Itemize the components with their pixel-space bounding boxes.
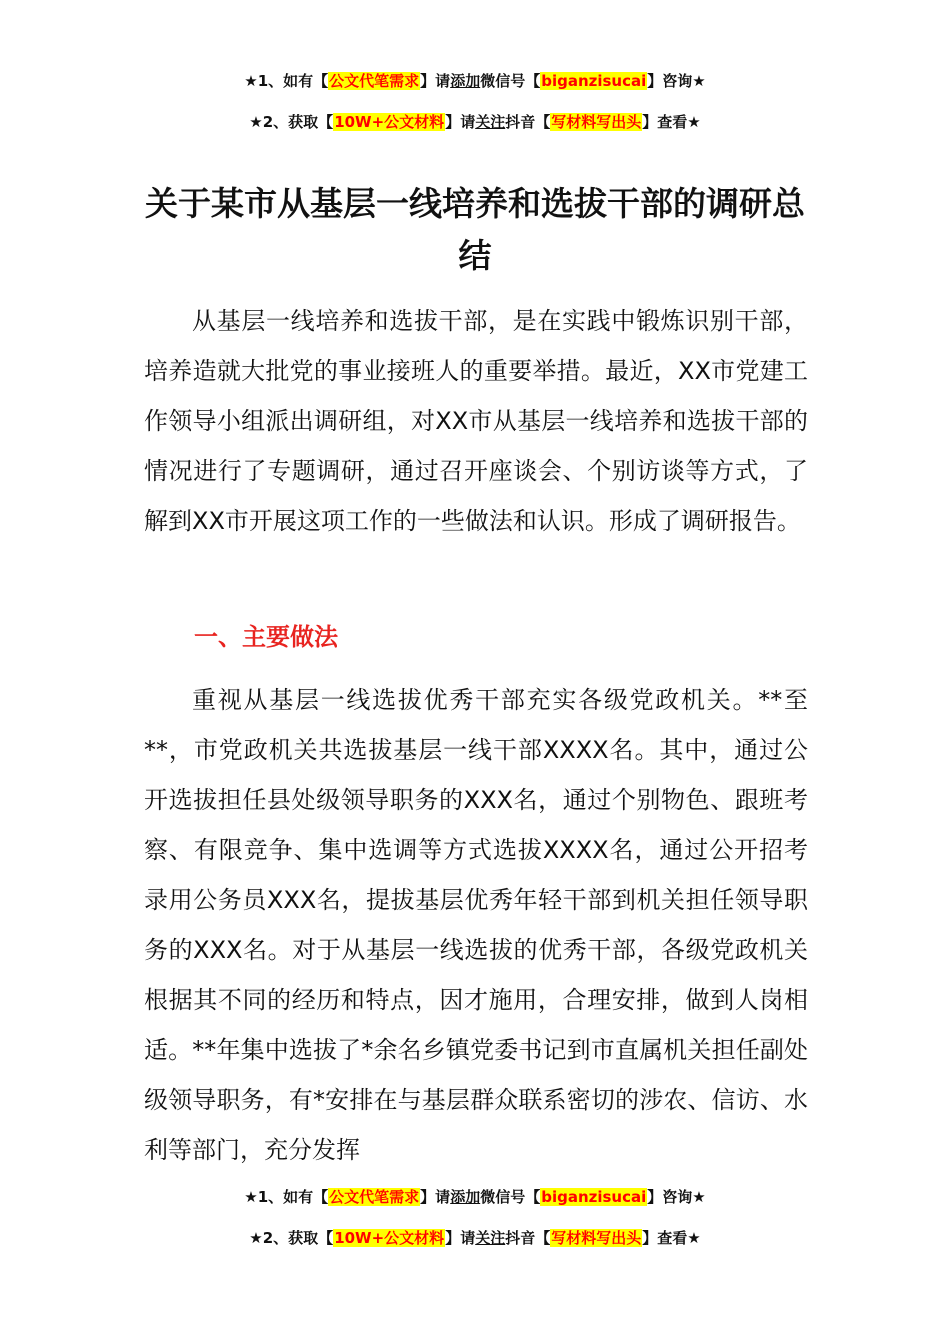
notice-text: ★1、如有【 (244, 72, 329, 90)
intro-paragraph: 从基层一线培养和选拔干部，是在实践中锻炼识别干部，培养造就大批党的事业接班人的重要举措。最近，XX市党建工作领导小组派出调研组，对XX市从基层一线培养和选拔干部的情况进行了专题调研，通过召开座谈会、个别访谈等方式，了解到XX市开展这项工作的一些做法和认识。形成了调研报告。 (144, 307, 808, 535)
section-heading: 一、主要做法 (194, 623, 338, 651)
wechat-id-highlight: biganzisucai (541, 72, 647, 90)
notice-underline: 关注 (475, 1229, 506, 1247)
douyin-id-highlight: 写材料写出头 (551, 113, 642, 131)
notice-text: 】请 (420, 1188, 451, 1206)
notice-text: 】查看★ (642, 1229, 701, 1247)
notice-underline: 添加 (450, 72, 481, 90)
footer-notice-line-2 (0, 1227, 950, 1249)
notice-highlight: 公文代笔需求 (329, 72, 420, 90)
header-notice-line-2 (0, 111, 950, 133)
notice-highlight: 公文代笔需求 (329, 1188, 420, 1206)
notice-text: 】咨询★ (647, 1188, 706, 1206)
notice-text: 抖音【 (505, 1229, 551, 1247)
notice-underline: 关注 (475, 113, 506, 131)
notice-text: ★2、获取【 (249, 113, 334, 131)
notice-text: 】咨询★ (647, 72, 706, 90)
notice-text: 微信号【 (480, 1188, 541, 1206)
footer-notice-line-1 (0, 1186, 950, 1208)
notice-underline: 添加 (450, 1188, 481, 1206)
notice-highlight: 10W+公文材料 (334, 1229, 445, 1247)
notice-text: 】查看★ (642, 113, 701, 131)
notice-text: ★2、获取【 (249, 1229, 334, 1247)
document-title: 关于某市从基层一线培养和选拔干部的调研总结 (145, 184, 805, 275)
wechat-id-highlight: biganzisucai (541, 1188, 647, 1206)
douyin-id-highlight: 写材料写出头 (551, 1229, 642, 1247)
notice-text: ★1、如有【 (244, 1188, 329, 1206)
notice-highlight: 10W+公文材料 (334, 113, 445, 131)
notice-text: 】请 (445, 1229, 476, 1247)
section-body-paragraph: 重视从基层一线选拔优秀干部充实各级党政机关。**至**，市党政机关共选拔基层一线干部XXXX名。其中，通过公开选拔担任县处级领导职务的XXX名，通过个别物色、跟班考察、有限竞争、集中选调等方式选拔XXXX名，通过公开招考录用公务员XXX名，提拔基层优秀年轻干部到机关担任领导职务的XXX名。对于从基层一线选拔的优秀干部，各级党政机关根据其不同的经历和特点，因才施用，合理安排，做到人岗相适。**年集中选拔了*余名乡镇党委书记到市直属机关担任副处级领导职务，有*安排在与基层群众联系密切的涉农、信访、水利等部门，充分发挥 (144, 686, 808, 1164)
notice-text: 微信号【 (480, 72, 541, 90)
notice-text: 】请 (445, 113, 476, 131)
notice-text: 】请 (420, 72, 451, 90)
notice-text: 抖音【 (505, 113, 551, 131)
header-notice-line-1 (0, 70, 950, 92)
